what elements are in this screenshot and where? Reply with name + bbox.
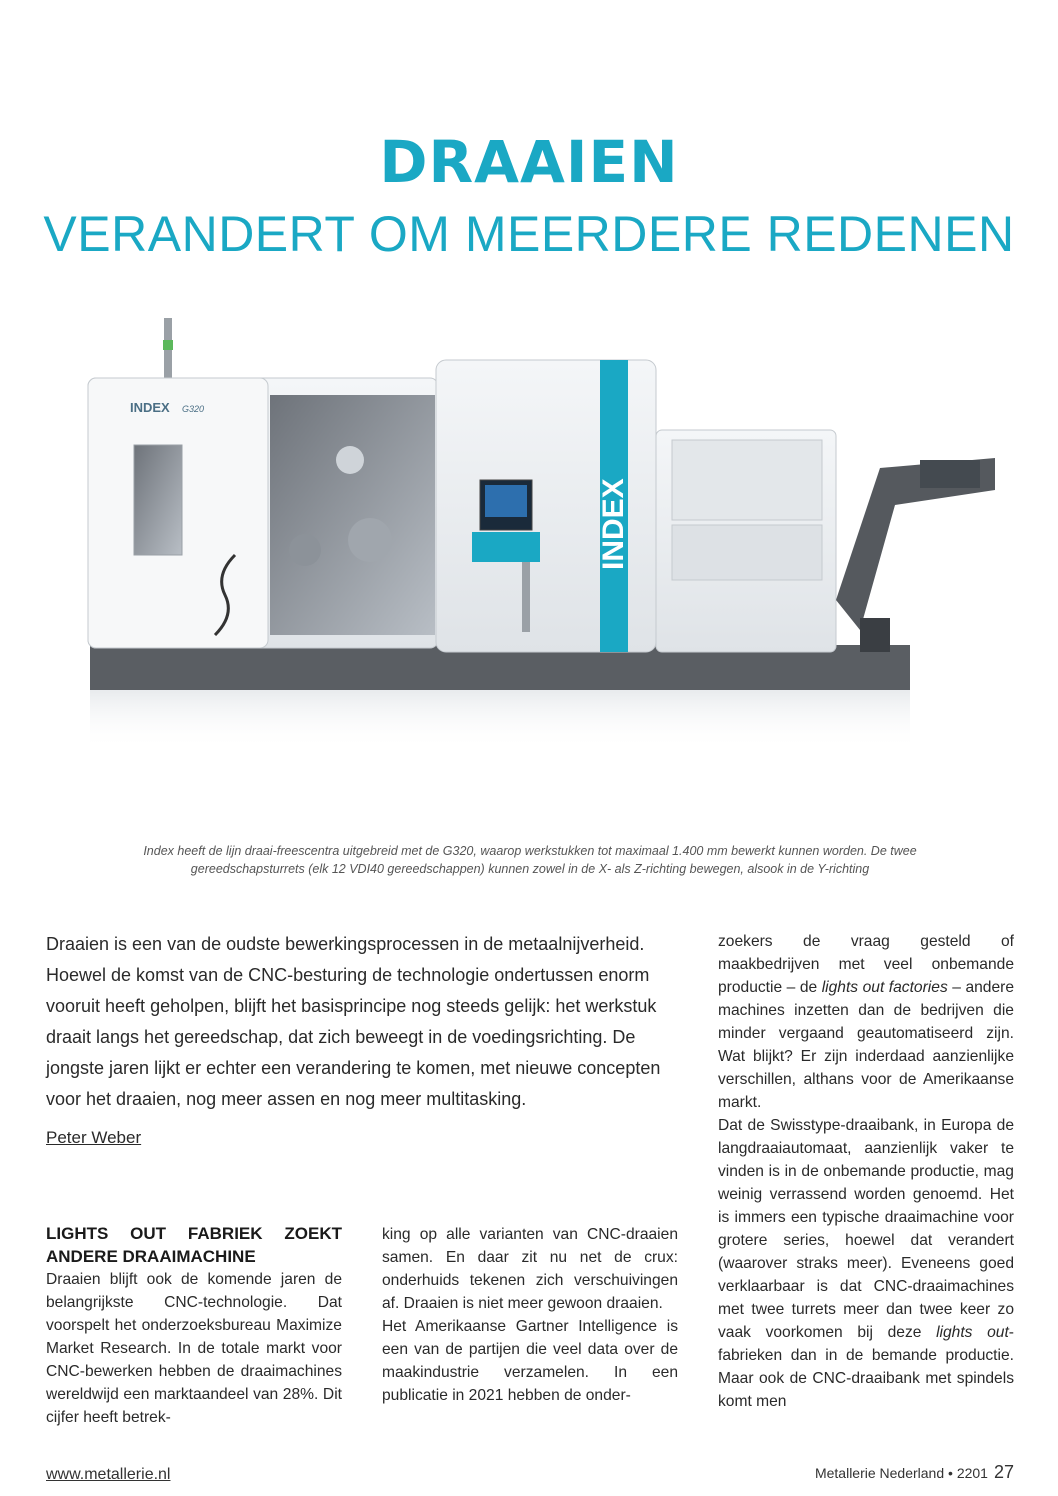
article-column-1: [46, 1222, 342, 1429]
column-2-paragraph-2: Het Amerikaanse Gartner Intelligence is een van de partijen die veel data over de maakindustrie verzamelen. In een publicatie in 2021 hebben de onder-: [382, 1318, 678, 1404]
column-3-text: zoekers de vraag gesteld of maakbedrijven met veel onbemande productie – de: [718, 933, 1014, 996]
column-2-paragraph-1: king op alle varianten van CNC-draaien samen. En daar zit nu net de crux: onderhuids tekenen zich verschuivingen af. Draaien is niet meer gewoon draaien.: [382, 1226, 678, 1312]
page-subtitle: VERANDERT OM MEERDERE REDENEN: [43, 206, 1015, 262]
model-label-text: G320: [182, 404, 205, 414]
page-title: DRAAIEN: [379, 128, 679, 196]
article-column-2: [382, 1223, 678, 1407]
column-3-text: Dat de Swisstype-draaibank, in Europa de langdraaiautomaat, aanzienlijk vaker te vinden is in de onbemande productie, mag weinig verrassend worden genoemd. Het is immers een typische draaimachine voor grotere series, hoewel dat verandert (waarover straks meer). Eveneens goed verklaarbaar is dat CNC-draaimachines met twee turrets meer dan twee keer zo vaak voorkomen bij deze: [718, 1117, 1014, 1341]
website-link[interactable]: www.metallerie.nl: [46, 1466, 171, 1483]
publication-label: Metallerie Nederland • 2201: [814, 1465, 988, 1481]
column-brand-text: INDEX: [597, 478, 630, 570]
brand-label-text: INDEX: [130, 400, 170, 415]
photo-caption: Index heeft de lijn draai-freescentra uitgebreid met de G320, waarop werkstukken tot maximaal 1.400 mm bewerkt kunnen worden. De twee gereedschapsturrets (elk 12 VDI40 gereedschappen) kunnen zowel in de X- als Z-richting bewegen, alsook in de Y-richting: [143, 844, 917, 876]
article-column-3: [718, 930, 1014, 1413]
column-3-text: -fabrieken dan in de bemande productie. Maar ook de CNC-draaibank met spindels komt men: [718, 1324, 1014, 1410]
column-1-paragraph: Draaien blijft ook de komende jaren de belangrijkste CNC-technologie. Dat voorspelt het onderzoeksbureau Maximize Market Research. In de totale markt voor CNC-bewerken hebben de draaimachines wereldwijd een marktaandeel van 28%. Dit cijfer heeft betrek-: [46, 1271, 342, 1426]
machine-photo: [60, 300, 1000, 830]
author-link[interactable]: Peter Weber: [46, 1128, 142, 1147]
article-lead: Draaien is een van de oudste bewerkingsprocessen in de metaalnijverheid. Hoewel de komst van de CNC-besturing de technologie ondertussen enorm vooruit heeft geholpen, blijft het basisprincipe nog steeds gelijk: het werkstuk draait langs het gereedschap, dat zich beweegt in de voedingsrichting. De jongste jaren lijkt er echter een verandering te komen, met nieuwe concepten voor het draaien, nog meer assen en nog meer multitasking.: [46, 934, 661, 1109]
section-subheading: LIGHTS OUT FABRIEK ZOEKT ANDERE DRAAIMACHINE: [46, 1224, 342, 1266]
page-footer: [815, 1462, 1014, 1483]
column-3-paragraph-1: [718, 930, 1014, 1114]
column-3-emphasis: lights out factories: [821, 979, 948, 996]
column-3-emphasis: lights out: [936, 1324, 1009, 1341]
column-3-text: – andere machines inzetten dan de bedrijven die minder vergaand geautomatiseerd zijn. Wat blijkt? Er zijn inderdaad aanzienlijke verschillen, althans voor de Amerikaanse markt.: [718, 979, 1014, 1111]
page-number: 27: [993, 1462, 1014, 1482]
column-3-paragraph-2: [718, 1114, 1014, 1413]
